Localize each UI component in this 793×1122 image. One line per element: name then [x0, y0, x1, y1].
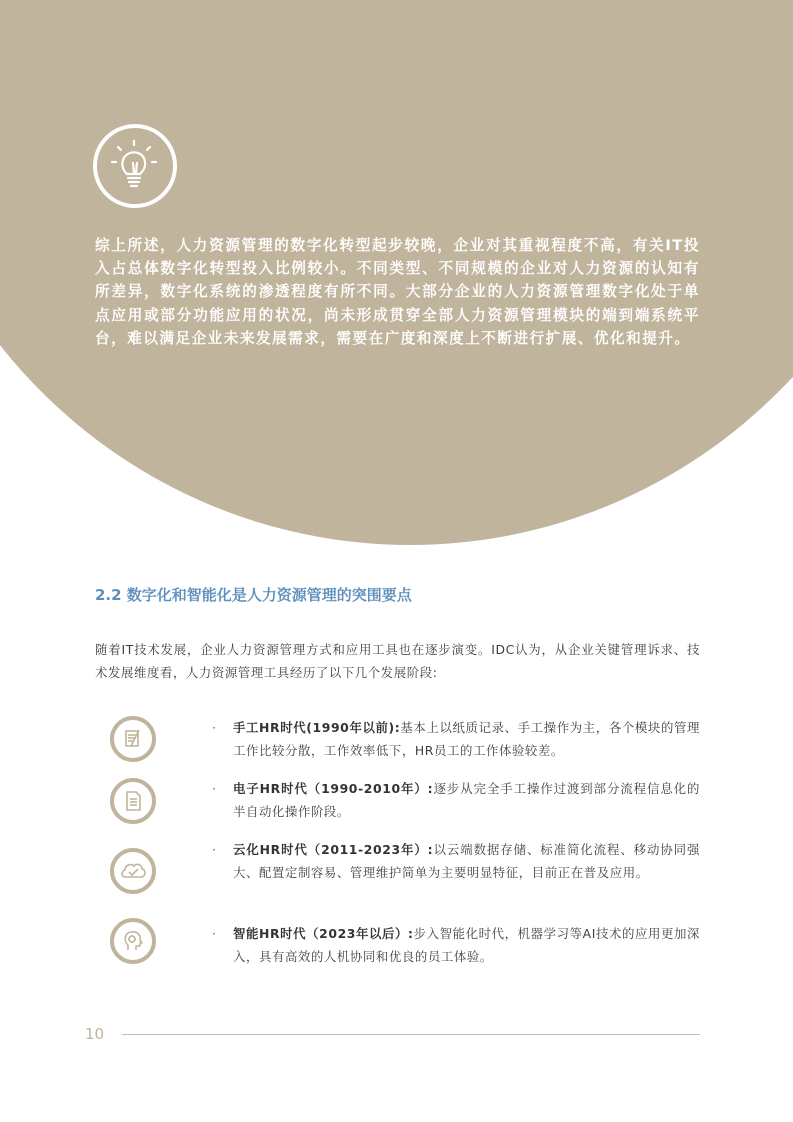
stage-title: 智能HR时代（2023年以后）: [233, 926, 414, 941]
stage-description: 以云端数据存储、标准简化流程、移动协同强大、配置定制容易、管理维护简单为主要明显特征，目前正在普及应用。 [233, 842, 701, 880]
stage-title: 手工HR时代(1990年以前): [233, 720, 401, 735]
stage-description: 逐步从完全手工操作过渡到部分流程信息化的半自动化操作阶段。 [233, 781, 701, 819]
stage-description: 步入智能化时代，机器学习等AI技术的应用更加深入，具有高效的人机协同和优良的员工体验。 [233, 926, 701, 964]
stage-title: 电子HR时代（1990-2010年）: [233, 781, 434, 796]
footer-divider [122, 1034, 700, 1035]
stage-description: 基本上以纸质记录、手工操作为主，各个模块的管理工作比较分散，工作效率低下，HR员工的工作体验较差。 [233, 720, 700, 758]
bullet: · [212, 781, 217, 796]
list-item [212, 922, 700, 968]
list-item [212, 838, 700, 884]
bullet: · [212, 842, 217, 857]
handwriting-icon [110, 716, 156, 762]
summary-paragraph: 综上所述，人力资源管理的数字化转型起步较晚，企业对其重视程度不高，有关IT投入占总体数字化转型投入比例较小。不同类型、不同规模的企业对人力资源的认知有所差异，数字化系统的渗透程度有所不同。大部分企业的人力资源管理数字化处于单点应用或部分功能应用的状况，尚未形成贯穿全部人力资源管理模块的端到端系统平台，难以满足企业未来发展需求，需要在广度和深度上不断进行扩展、优化和提升。 [95, 237, 700, 347]
lightbulb-icon [92, 123, 178, 209]
page-number: 10 [85, 1025, 105, 1043]
brain-head-icon [110, 918, 156, 964]
section-heading: 2.2 数字化和智能化是人力资源管理的突围要点 [95, 586, 412, 604]
bullet: · [212, 720, 217, 735]
document-icon [110, 778, 156, 824]
list-item [212, 777, 700, 823]
intro-paragraph: 随着IT技术发展，企业人力资源管理方式和应用工具也在逐步演变。IDC认为，从企业关键管理诉求、技术发展维度看，人力资源管理工具经历了以下几个发展阶段: [95, 642, 700, 680]
list-item [212, 716, 700, 762]
bullet: · [212, 926, 217, 941]
cloud-check-icon [110, 848, 156, 894]
stage-title: 云化HR时代（2011-2023年）: [233, 842, 434, 857]
